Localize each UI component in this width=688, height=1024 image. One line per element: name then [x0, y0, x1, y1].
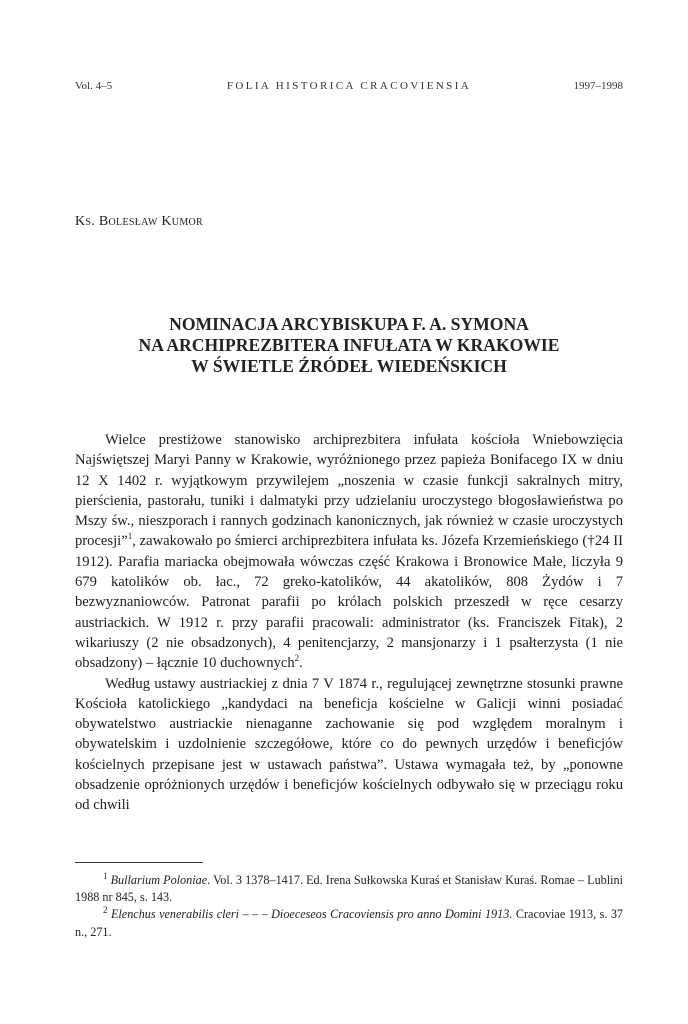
footnote-ref-2: 2 [294, 653, 300, 664]
body-paragraph-1 [75, 430, 623, 674]
body-paragraph-2: Według ustawy austriackiej z dnia 7 V 1874 r., regulującej zewnętrzne stosunki prawne Kościoła katolickiego „kandydaci na beneficja kościelne w Galicji winni posiadać obywatelstwo austriackie nienaganne zachowanie się pod względem moralnym i obywatelskim i uzdolnienie szczegółowe, które co do pewnych urzędów i beneficjów kościelnych przepisane jest w ustawach państwa”. Ustawa wymagała też, by „ponowne obsadzenie opróżnionych urzędów i beneficjów kościelnych odbywało się w przeciągu roku od chwili [75, 675, 623, 814]
years-label: 1997–1998 [573, 80, 623, 92]
title-line-1: NOMINACJA ARCYBISKUPA F. A. SYMONA [169, 314, 529, 334]
author-prefix: Ks. [75, 214, 99, 229]
title-line-3: W ŚWIETLE ŹRÓDEŁ WIEDEŃSKICH [191, 356, 507, 376]
footnote-1-text: . Vol. 3 1378–1417. Ed. Irena Sułkowska Kuraś et Stanisław Kuraś. Romae – Lublini 1988 nr 845, s. 143. [75, 873, 624, 905]
footnote-2-text: Cracoviae 1913, s. 37 n., 271. [75, 907, 624, 939]
footnotes [75, 872, 623, 941]
paragraph-1-text-b: , zawakowało po śmierci archiprezbitera infułata ks. Józefa Krzemieńskiego (†24 II 1912). Parafia mariacka obejmowała wówczas część Krakowa i Bronowice Małe, liczyła 9 679 katolików ob. łac., 72 greko-katolików, 44 akatolików, 808 Żydów i 7 bezwyznaniowców. Patronat parafii po królach polskich przeszedł w ręce cesarzy austriackich. W 1912 r. przy parafii pracowali: administrator (ks. Franciszek Fitak), 2 wikariuszy (2 nie obsadzonych), 4 penitencjarzy, 2 mansjonarzy i 1 psałterzysta (1 nie obsadzony) – łącznie 10 duchownych [75, 533, 623, 672]
footnote-2 [75, 906, 623, 940]
author-name: Bolesław Kumor [98, 214, 203, 229]
article-body [75, 430, 623, 816]
footnote-divider [75, 862, 203, 863]
title-line-2: NA ARCHIPREZBITERA INFUŁATA W KRAKOWIE [138, 335, 560, 355]
running-header [75, 80, 623, 100]
footnote-1-number: 1 [103, 870, 108, 881]
footnote-1-title: Bullarium Poloniae [110, 873, 208, 887]
journal-title: FOLIA HISTORICA CRACOVIENSIA [226, 80, 472, 92]
article-author [75, 214, 203, 230]
volume-label: Vol. 4–5 [75, 80, 113, 92]
paragraph-1-text-c: . [299, 655, 303, 672]
footnote-1 [75, 872, 623, 906]
article-title [75, 314, 623, 377]
footnote-2-title: Elenchus venerabilis cleri – – – Dioeceseos Cracoviensis pro anno Domini 1913. [110, 907, 513, 922]
paragraph-1-text-a: Wielce prestiżowe stanowisko archiprezbitera infułata kościoła Wniebowzięcia Najświętszej Maryi Panny w Krakowie, wyróżnionego przez papieża Bonifacego IX w dniu 12 X 1402 r. wyjątkowym przywilejem „noszenia w czasie funkcji sakralnych mitry, pierścienia, pastorału, tuniki i dalmatyki przy udzielaniu uroczystego błogosławieństwa po Mszy św., nieszporach i rannych godzinach kanonicznych, jak również w czasie uroczystych procesji” [75, 432, 623, 550]
footnote-ref-1: 1 [127, 531, 133, 542]
footnote-2-number: 2 [103, 905, 108, 916]
